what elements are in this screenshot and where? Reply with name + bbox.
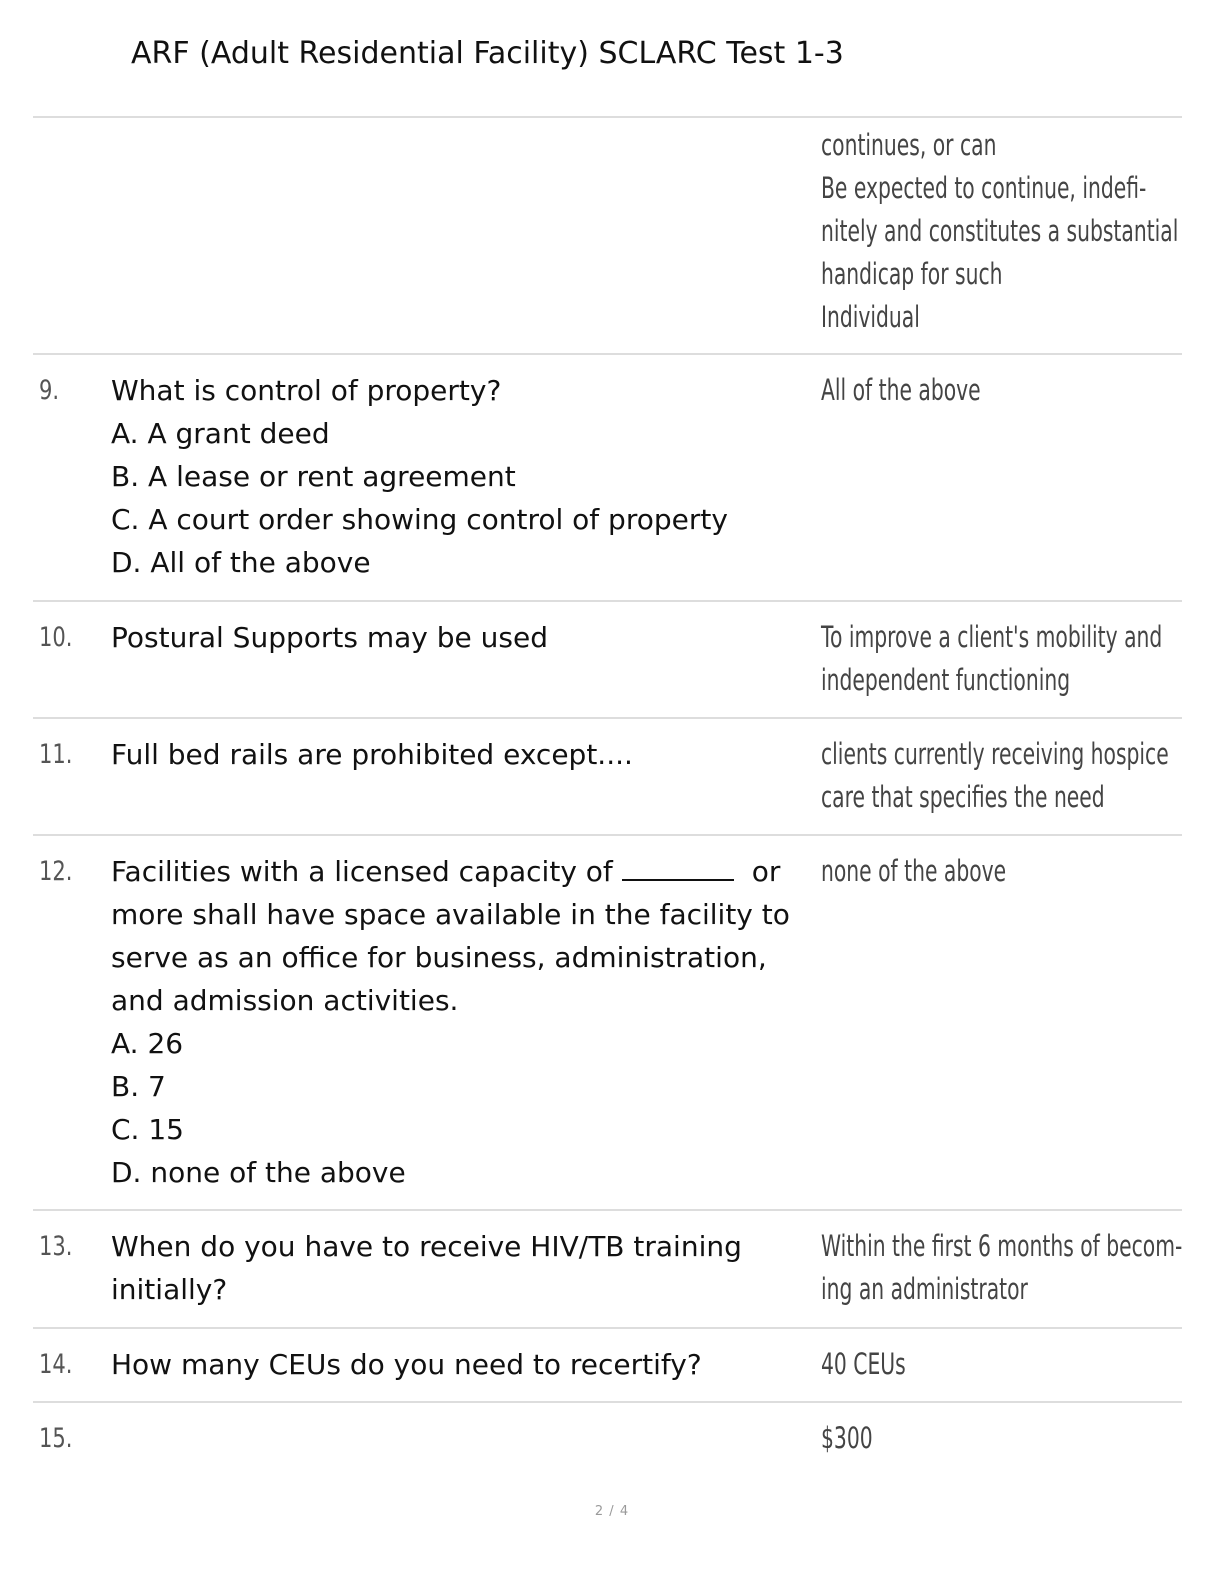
answer-line: independent functioning — [821, 663, 1071, 697]
answer-line: Within the first 6 months of becom- — [821, 1229, 1183, 1263]
answer-line: continues, or can — [821, 128, 997, 162]
question-number: 15. — [39, 1423, 73, 1454]
answer-line: All of the above — [821, 373, 981, 407]
question-cell — [111, 616, 821, 659]
question-line: serve as an office for business, administration, — [111, 941, 767, 974]
document-title: ARF (Adult Residential Facility) SCLARC Test 1-3 — [131, 36, 844, 71]
question-line: How many CEUs do you need to recertify? — [111, 1348, 702, 1381]
question-line — [111, 850, 821, 893]
table-row — [33, 1403, 1182, 1475]
question-line: initially? — [111, 1273, 228, 1306]
answer-cell — [821, 369, 1157, 412]
option-line: B. 7 — [111, 1070, 166, 1103]
answer-cell — [821, 1225, 1183, 1311]
option-line: C. A court order showing control of property — [111, 503, 728, 536]
question-number: 14. — [39, 1349, 73, 1380]
question-line: Postural Supports may be used — [111, 621, 548, 654]
table-row-continuation — [33, 118, 1182, 355]
option-line: B. A lease or rent agreement — [111, 460, 516, 493]
answer-line: nitely and constitutes a substantial — [821, 214, 1179, 248]
question-line: What is control of property? — [111, 374, 502, 407]
question-cell — [111, 1225, 821, 1311]
answer-line: 40 CEUs — [821, 1347, 906, 1381]
question-cell — [111, 1343, 821, 1386]
answer-line: $300 — [821, 1421, 873, 1455]
table-row — [33, 355, 1182, 602]
question-number: 9. — [39, 375, 60, 406]
question-number: 11. — [39, 739, 73, 770]
option-line: D. All of the above — [111, 546, 371, 579]
answer-cell — [821, 1417, 1157, 1460]
table-row — [33, 1211, 1182, 1329]
table-row — [33, 1329, 1182, 1403]
question-number: 10. — [39, 622, 73, 653]
answer-cell — [821, 733, 1169, 819]
answer-line: Individual — [821, 300, 920, 334]
answer-cell — [821, 124, 1179, 339]
answer-line: Be expected to continue, indefi- — [821, 171, 1147, 205]
question-number: 12. — [39, 856, 73, 887]
answer-line: To improve a client's mobility and — [821, 620, 1163, 654]
qa-table — [33, 116, 1182, 1475]
option-line: A. 26 — [111, 1027, 184, 1060]
fill-in-blank — [622, 855, 734, 881]
table-row — [33, 836, 1182, 1211]
answer-line: handicap for such — [821, 257, 1003, 291]
option-line: D. none of the above — [111, 1156, 406, 1189]
option-line: A. A grant deed — [111, 417, 330, 450]
question-line: more shall have space available in the facility to — [111, 898, 790, 931]
question-line: When do you have to receive HIV/TB training — [111, 1230, 742, 1263]
answer-line: ing an administrator — [821, 1272, 1028, 1306]
page-indicator: 2 / 4 — [594, 1504, 630, 1519]
answer-line: none of the above — [821, 854, 1007, 888]
question-cell — [111, 850, 821, 1194]
question-line: and admission activities. — [111, 984, 459, 1017]
answer-cell — [821, 616, 1163, 702]
question-text: or — [751, 855, 781, 888]
question-line: Full bed rails are prohibited except.... — [111, 738, 633, 771]
answer-line: clients currently receiving hospice — [821, 737, 1169, 771]
question-cell — [111, 369, 821, 584]
table-row — [33, 602, 1182, 719]
answer-cell — [821, 1343, 1157, 1386]
answer-line: care that specifies the need — [821, 780, 1105, 814]
table-row — [33, 719, 1182, 836]
option-line: C. 15 — [111, 1113, 184, 1146]
answer-cell — [821, 850, 1157, 893]
question-number: 13. — [39, 1231, 73, 1262]
question-text: Facilities with a licensed capacity of — [111, 855, 613, 888]
question-cell — [111, 733, 821, 776]
